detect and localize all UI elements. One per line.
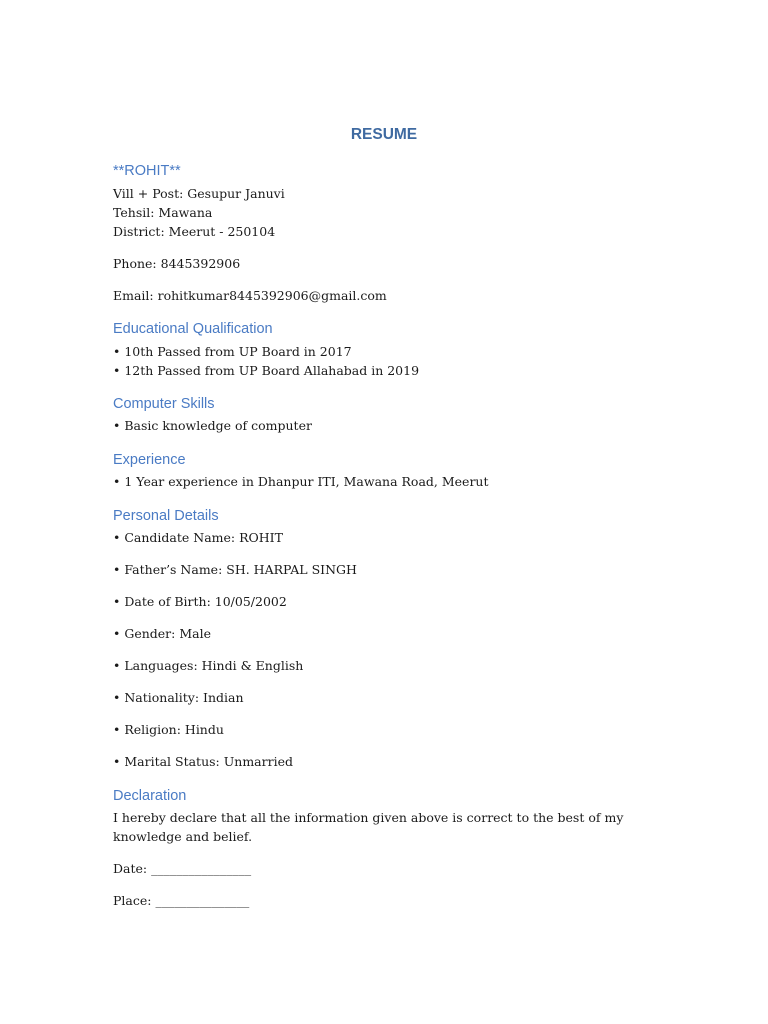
declaration-heading: Declaration (113, 788, 187, 804)
education-heading: Educational Qualification (113, 321, 273, 337)
computer-skills-heading: Computer Skills (113, 396, 215, 412)
education-item: • 10th Passed from UP Board in 2017 (113, 344, 352, 359)
personal-detail-item: • Candidate Name: ROHIT (113, 530, 283, 545)
personal-detail-item: • Gender: Male (113, 626, 211, 641)
personal-detail-item: • Father’s Name: SH. HARPAL SINGH (113, 562, 357, 577)
declaration-text: I hereby declare that all the information given above is correct to the best of my knowledge and belief. (113, 810, 624, 844)
computer-skills-item: • Basic knowledge of computer (113, 418, 312, 433)
personal-detail-item: • Nationality: Indian (113, 690, 244, 705)
date-line: Date: ________________ (113, 861, 252, 876)
place-line: Place: _______________ (113, 893, 250, 908)
candidate-name-heading: **ROHIT** (113, 163, 181, 179)
phone-line: Phone: 8445392906 (113, 256, 241, 271)
personal-detail-item: • Date of Birth: 10/05/2002 (113, 594, 287, 609)
experience-heading: Experience (113, 452, 186, 468)
address-line: Vill + Post: Gesupur Januvi (113, 186, 285, 201)
address-line: Tehsil: Mawana (113, 205, 213, 220)
personal-details-heading: Personal Details (113, 508, 219, 524)
education-item: • 12th Passed from UP Board Allahabad in 2019 (113, 363, 420, 378)
document-title: RESUME (350, 126, 418, 143)
experience-item: • 1 Year experience in Dhanpur ITI, Mawana Road, Meerut (113, 474, 489, 489)
personal-detail-item: • Marital Status: Unmarried (113, 754, 293, 769)
personal-detail-item: • Languages: Hindi & English (113, 658, 304, 673)
address-line: District: Meerut - 250104 (113, 224, 276, 239)
email-line: Email: rohitkumar8445392906@gmail.com (113, 288, 387, 303)
personal-detail-item: • Religion: Hindu (113, 722, 224, 737)
